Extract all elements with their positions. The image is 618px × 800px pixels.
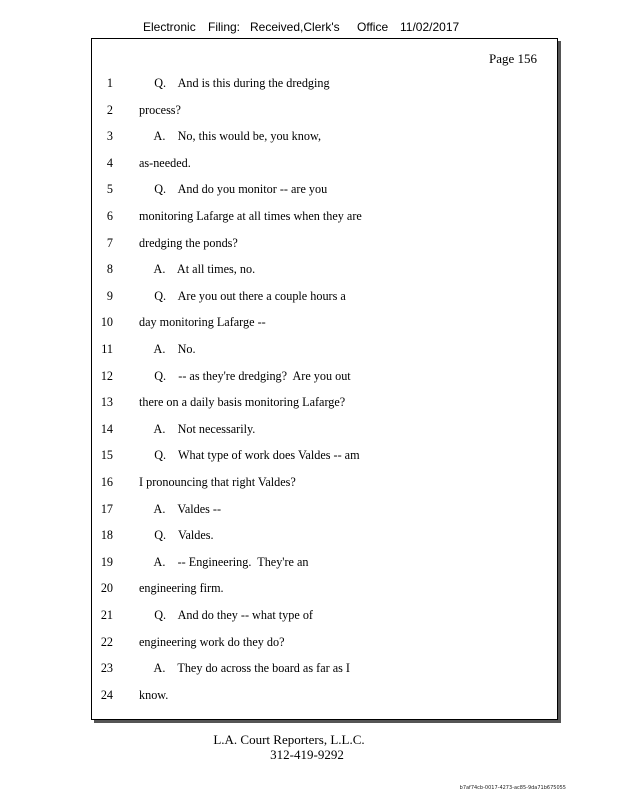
line-text: A. They do across the board as far as I [139,661,350,676]
line-text: A. No, this would be, you know, [139,129,322,144]
line-text: Q. Valdes. [139,528,214,543]
line-text: day monitoring Lafarge -- [139,315,266,330]
filing-stamp-word-office: Office [357,20,389,34]
line-text: I pronouncing that right Valdes? [139,475,296,489]
reporter-company: L.A. Court Reporters, L.L.C. [213,732,365,747]
line-number: 23 [100,661,113,676]
line-number: 19 [100,554,113,569]
line-text: engineering work do they do? [139,634,285,649]
reporter-phone: 312-419-9292 [270,747,344,762]
page-number: Page 156 [488,51,537,66]
line-number: 7 [106,235,113,250]
line-number: 17 [100,501,113,516]
line-text: dredging the ponds? [139,235,238,250]
line-number: 5 [106,182,113,197]
line-text: Q. And is this during the dredging [139,76,330,90]
line-text: A. Valdes -- [139,501,222,516]
line-number: 24 [100,687,113,702]
filing-stamp-word-received: Received,Clerk's [250,20,340,34]
line-text: process? [139,102,181,117]
filing-stamp-date: 11/02/2017 [400,20,460,34]
line-number: 13 [100,395,113,410]
line-text: Q. What type of work does Valdes -- am [139,448,360,463]
line-text: Q. Are you out there a couple hours a [139,288,346,303]
line-number: 20 [100,581,113,596]
line-number: 4 [106,155,113,170]
filing-stamp-word-filing: Filing: [208,20,241,34]
line-text: A. -- Engineering. They're an [139,554,309,569]
transcript-page [91,38,558,720]
line-number: 3 [106,129,113,144]
line-text: Q. And do you monitor -- are you [139,182,328,197]
line-number: 18 [100,528,113,543]
line-number: 22 [100,634,113,649]
line-number: 8 [106,262,113,277]
line-text: there on a daily basis monitoring Lafarge? [139,395,346,410]
line-number: 10 [100,315,113,330]
line-text: A. At all times, no. [139,262,256,277]
line-text: monitoring Lafarge at all times when they are [139,209,362,223]
line-number: 1 [106,76,113,90]
line-text: Q. -- as they're dredging? Are you out [139,368,351,383]
line-number: 6 [106,209,113,223]
line-text: as-needed. [139,155,191,170]
filing-stamp-word-electronic: Electronic [143,20,196,34]
document-id: b7af74cb-0017-4273-ac85-9da71b675055 [459,785,566,791]
line-number: 15 [100,448,113,463]
line-number: 11 [101,342,113,356]
line-text: engineering firm. [139,581,224,596]
line-number: 16 [100,475,113,489]
line-number: 9 [106,288,113,303]
line-text: A. Not necessarily. [139,421,256,436]
line-number: 12 [100,368,113,383]
line-number: 14 [100,421,113,436]
line-text: know. [139,687,169,702]
line-text: A. No. [139,342,196,356]
line-text: Q. And do they -- what type of [139,608,313,622]
line-number: 2 [106,102,113,117]
line-number: 21 [100,608,113,622]
